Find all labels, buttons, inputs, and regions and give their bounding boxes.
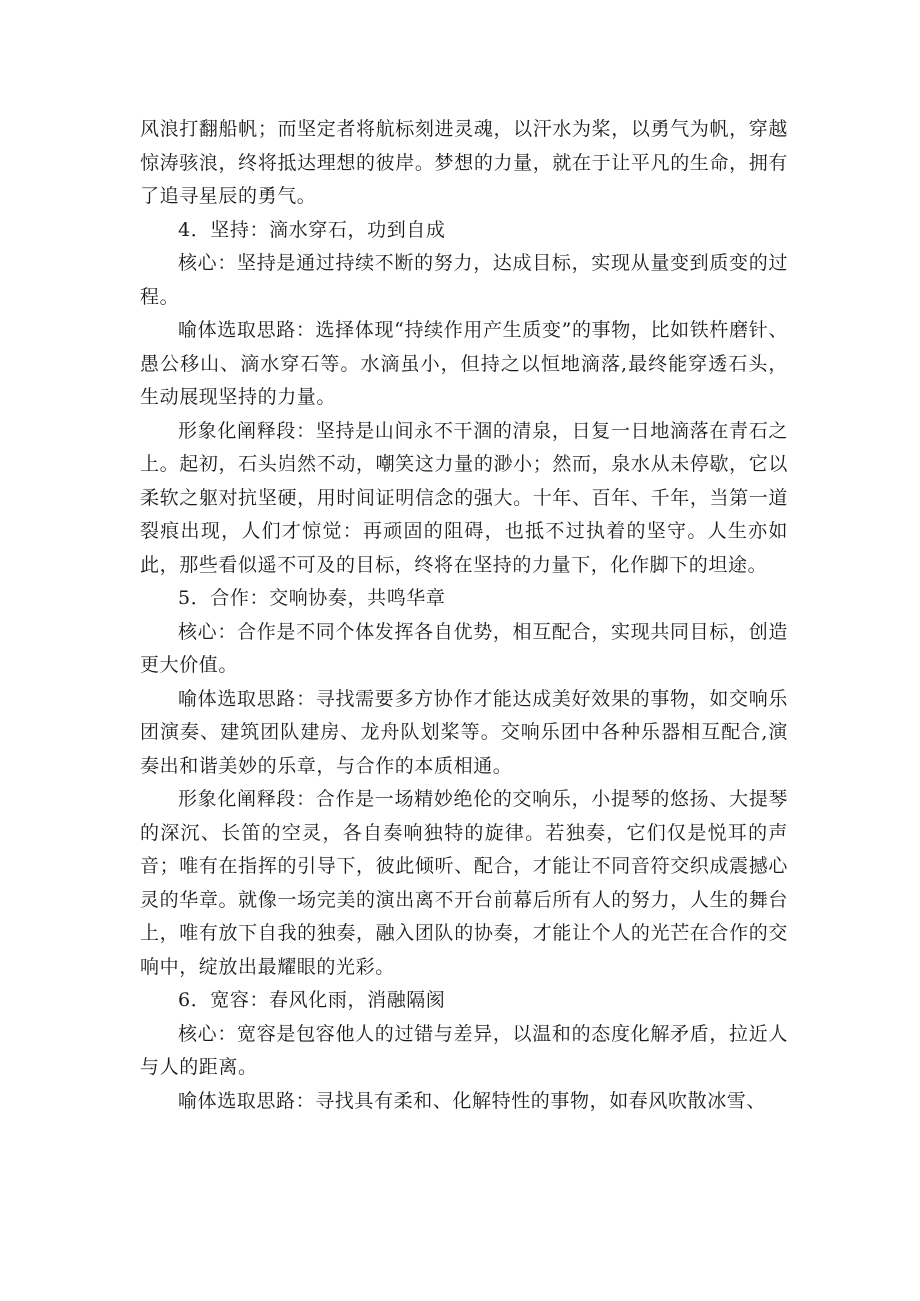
paragraph-illustration-cooperation: 形象化阐释段：合作是一场精妙绝伦的交响乐，小提琴的悠扬、大提琴的深沉、长笛的空灵，各自奏响独特的旋律。若独奏，它们仅是悦耳的声音；唯有在指挥的引导下，彼此倾听、配合，才能让不同音符交织成震撼心灵的华章。就像一场完美的演出离不开台前幕后所有人的努力，人生的舞台上，唯有放下自我的独奏，融入团队的协奏，才能让个人的光芒在合作的交响中，绽放出最耀眼的光彩。 [140,788,788,978]
paragraph-metaphor-cooperation: 喻体选取思路：寻找需要多方协作才能达成美好效果的事物，如交响乐团演奏、建筑团队建房、龙舟队划桨等。交响乐团中各种乐器相互配合,演奏出和谐美妙的乐章，与合作的本质相通。 [140,687,788,777]
paragraph-core-cooperation: 核心：合作是不同个体发挥各自优势，相互配合，实现共同目标，创造更大价值。 [140,620,788,676]
section-heading-cooperation: 5．合作：交响协奏，共鸣华章 [178,587,446,609]
section-heading-tolerance: 6．宽容：春风化雨，消融隔阂 [178,989,446,1011]
section-heading-perseverance: 4．坚持：滴水穿石，功到自成 [178,218,446,241]
paragraph-continuation: 风浪打翻船帆；而坚定者将航标刻进灵魂，以汗水为桨，以勇气为帆，穿越惊涛骇浪，终将抵达理想的彼岸。梦想的力量，就在于让平凡的生命，拥有了追寻星辰的勇气。 [140,118,788,207]
paragraph-metaphor-tolerance: 喻体选取思路：寻找具有柔和、化解特性的事物，如春风吹散冰雪、 [178,1089,767,1112]
document-body [140,113,788,1118]
paragraph-core-perseverance: 核心：坚持是通过持续不断的努力，达成目标，实现从量变到质变的过程。 [140,252,788,308]
paragraph-illustration-perseverance: 形象化阐释段：坚持是山间永不干涸的清泉，日复一日地滴落在青石之上。起初，石头岿然不动，嘲笑这力量的渺小；然而，泉水从未停歇，它以柔软之躯对抗坚硬，用时间证明信念的强大。十年、百年、千年，当第一道裂痕出现，人们才惊觉：再顽固的阻碍，也抵不过执着的坚守。人生亦如此，那些看似遥不可及的目标，终将在坚持的力量下，化作脚下的坦途。 [140,419,788,576]
paragraph-metaphor-perseverance: 喻体选取思路：选择体现“持续作用产生质变”的事物，比如铁杵磨针、愚公移山、滴水穿石等。水滴虽小，但持之以恒地滴落,最终能穿透石头，生动展现坚持的力量。 [140,319,788,408]
paragraph-core-tolerance: 核心：宽容是包容他人的过错与差异，以温和的态度化解矛盾，拉近人与人的距离。 [140,1022,788,1078]
